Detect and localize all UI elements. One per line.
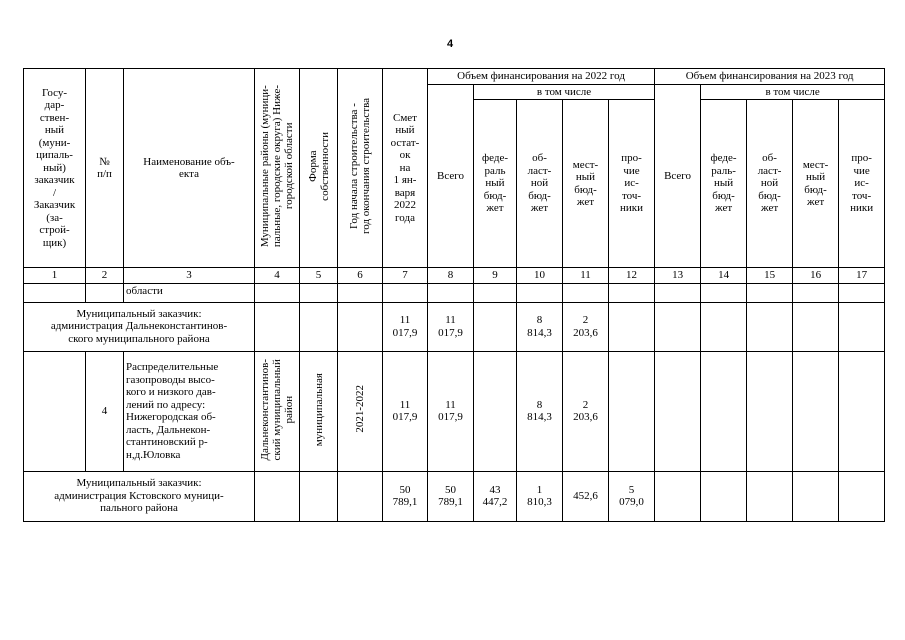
federal-2022-cell: 43 447,2	[474, 471, 517, 521]
col-number: 6	[338, 268, 383, 284]
col-number: 5	[300, 268, 338, 284]
header-federal-2022: феде- раль ный бюд- жет	[474, 100, 517, 268]
total-2022-cell: 11 017,9	[428, 351, 474, 471]
col-number: 8	[428, 268, 474, 284]
col-number: 3	[124, 268, 255, 284]
project-years: 2021-2022	[354, 385, 366, 434]
col-number: 15	[747, 268, 793, 284]
balance-cell: 50 789,1	[383, 471, 428, 521]
header-regional-2022: об- ласт- ной бюд- жет	[517, 100, 563, 268]
header-other-2023: про- чие ис- точ- ники	[839, 100, 885, 268]
header-local-2022: мест- ный бюд- жет	[563, 100, 609, 268]
col-number: 16	[793, 268, 839, 284]
project-years-cell	[338, 351, 383, 471]
customer-label: Муниципальный заказчик: администрация Дальнеконстантинов- ского муниципального района	[24, 302, 255, 351]
header-ownership: Форма собственности	[306, 131, 331, 201]
header-total-2022: Всего	[428, 84, 474, 268]
header-total-2023: Всего	[655, 84, 701, 268]
col-number: 2	[86, 268, 124, 284]
col-number: 4	[255, 268, 300, 284]
col-number: 11	[563, 268, 609, 284]
table-row-kstovo-customer	[24, 471, 885, 521]
project-num: 4	[86, 351, 124, 471]
col-number: 9	[474, 268, 517, 284]
col-number: 17	[839, 268, 885, 284]
header-federal-2023: феде- раль- ный бюд- жет	[701, 100, 747, 268]
balance-cell: 11 017,9	[383, 302, 428, 351]
continuation-row	[24, 283, 885, 302]
header-balance: Смет ный остат- ок на 1 ян- варя 2022 года	[383, 69, 428, 268]
local-2022-cell: 452,6	[563, 471, 609, 521]
project-district-cell	[255, 351, 300, 471]
col-number: 1	[24, 268, 86, 284]
header-fin-2022: Объем финансирования на 2022 год	[428, 69, 655, 85]
header-ownership-cell	[300, 69, 338, 268]
table-row-project	[24, 351, 885, 471]
header-num: № п/п	[86, 69, 124, 268]
local-2022-cell: 2 203,6	[563, 302, 609, 351]
total-2022-cell: 11 017,9	[428, 302, 474, 351]
column-numbers-row	[24, 268, 885, 284]
col-number: 10	[517, 268, 563, 284]
regional-2022-cell: 1 810,3	[517, 471, 563, 521]
page-number: 4	[447, 38, 454, 50]
continuation-text: области	[124, 283, 255, 302]
project-ownership-cell	[300, 351, 338, 471]
total-2022-cell: 50 789,1	[428, 471, 474, 521]
header-incl-2023: в том числе	[701, 84, 885, 100]
balance-cell: 11 017,9	[383, 351, 428, 471]
customer-label: Муниципальный заказчик: администрация Кстовского муници- пального района	[24, 471, 255, 521]
col-number: 7	[383, 268, 428, 284]
col-number: 13	[655, 268, 701, 284]
header-years-cell	[338, 69, 383, 268]
table-row-dalnekonst-customer	[24, 302, 885, 351]
header-districts-cell	[255, 69, 300, 268]
project-district: Дальнеконстантинов- ский муниципальный район	[259, 358, 295, 460]
header-other-2022: про- чие ис- точ- ники	[609, 100, 655, 268]
local-2022-cell: 2 203,6	[563, 351, 609, 471]
header-object-name: Наименование объ- екта	[124, 69, 255, 268]
other-2022-cell: 5 079,0	[609, 471, 655, 521]
header-customer: Госу- дар- ствен- ный (муни- ципаль- ный) заказчик / Заказчик (за- строй- щик)	[24, 69, 86, 268]
project-name: Распределительные газопроводы высо- кого и низкого дав- лений по адресу: Нижегородская об- ласть, Дальнекон- стантиновский р- н,д.Юловка	[124, 351, 255, 471]
col-number: 12	[609, 268, 655, 284]
header-regional-2023: об- ласт- ной бюд- жет	[747, 100, 793, 268]
regional-2022-cell: 8 814,3	[517, 302, 563, 351]
regional-2022-cell: 8 814,3	[517, 351, 563, 471]
header-years: Год начала строительства - год окончания строительства	[348, 98, 372, 235]
financing-table	[23, 68, 885, 522]
header-fin-2023: Объем финансирования на 2023 год	[655, 69, 885, 85]
header-districts: Муниципальные районы (муници- пальные, городские округа) Ниже- городской области	[259, 85, 295, 248]
col-number: 14	[701, 268, 747, 284]
project-ownership: муниципальная	[312, 372, 325, 446]
header-local-2023: мест- ный бюд- жет	[793, 100, 839, 268]
header-incl-2022: в том числе	[474, 84, 655, 100]
